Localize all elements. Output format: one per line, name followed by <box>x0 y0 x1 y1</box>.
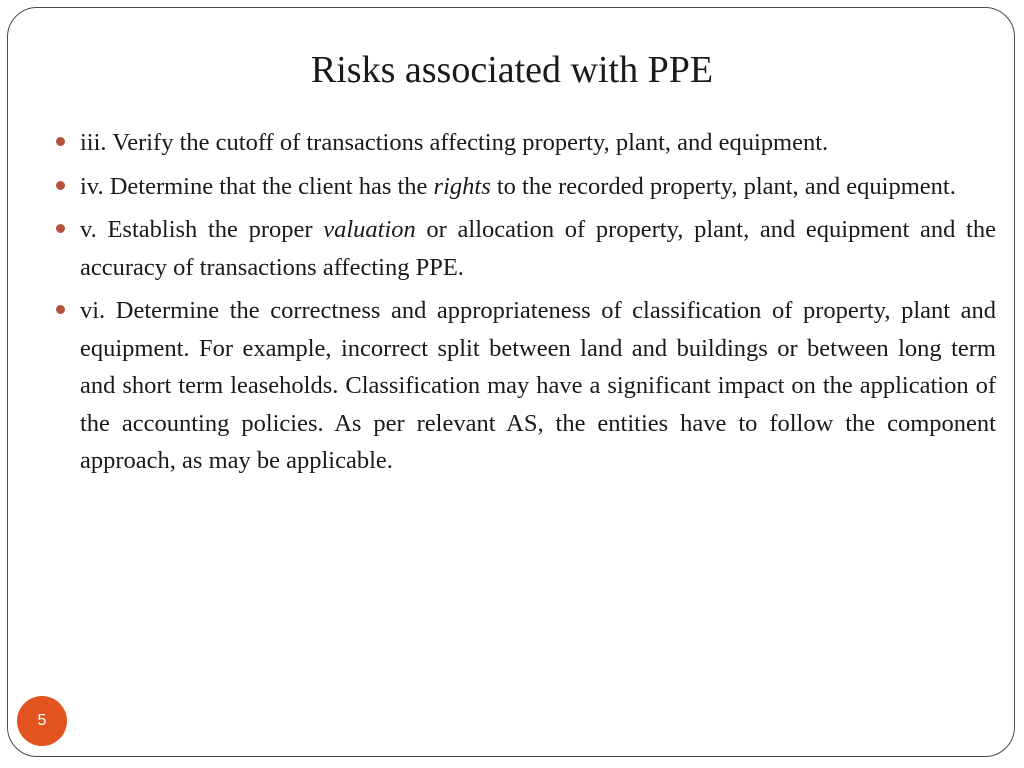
bullet-emphasis-rights: rights <box>433 172 491 200</box>
bullet-icon <box>56 224 65 233</box>
bullet-icon <box>56 305 65 314</box>
bullet-text: v. Establish the proper <box>80 216 324 243</box>
bullet-icon <box>56 181 65 190</box>
bullet-emphasis-valuation: valuation <box>323 216 416 243</box>
slide-title: Risks associated with PPE <box>310 49 714 91</box>
bullet-icon <box>56 137 65 146</box>
bullet-text: vi. Determine the correctness and appropriateness of classification of property, plant and equipment. For example, incorrect split between land and buildings or between long term and short term leaseholds. Classification may have a significant impact on the application of the accounting policies. As per relevant AS, the entities have to follow the component approach, as may be applicable. <box>80 297 996 474</box>
page-number: 5 <box>37 712 47 729</box>
bullet-text: iii. Verify the cutoff of transactions affecting property, plant, and equipment. <box>80 129 829 156</box>
bullet-text: to the recorded property, plant, and equipment. <box>490 172 956 200</box>
bullet-item-iv <box>80 168 996 206</box>
bullet-item-v <box>80 211 996 286</box>
page-number-badge <box>17 696 67 746</box>
bullet-item-vi <box>80 292 996 480</box>
bullet-text: iv. Determine that the client has the <box>80 172 434 200</box>
bullet-item-iii <box>80 124 996 162</box>
bullet-text: or allocation of property, plant, and equipment and the accuracy of transactions affecting PPE. <box>80 216 996 281</box>
bullet-list <box>80 124 996 486</box>
